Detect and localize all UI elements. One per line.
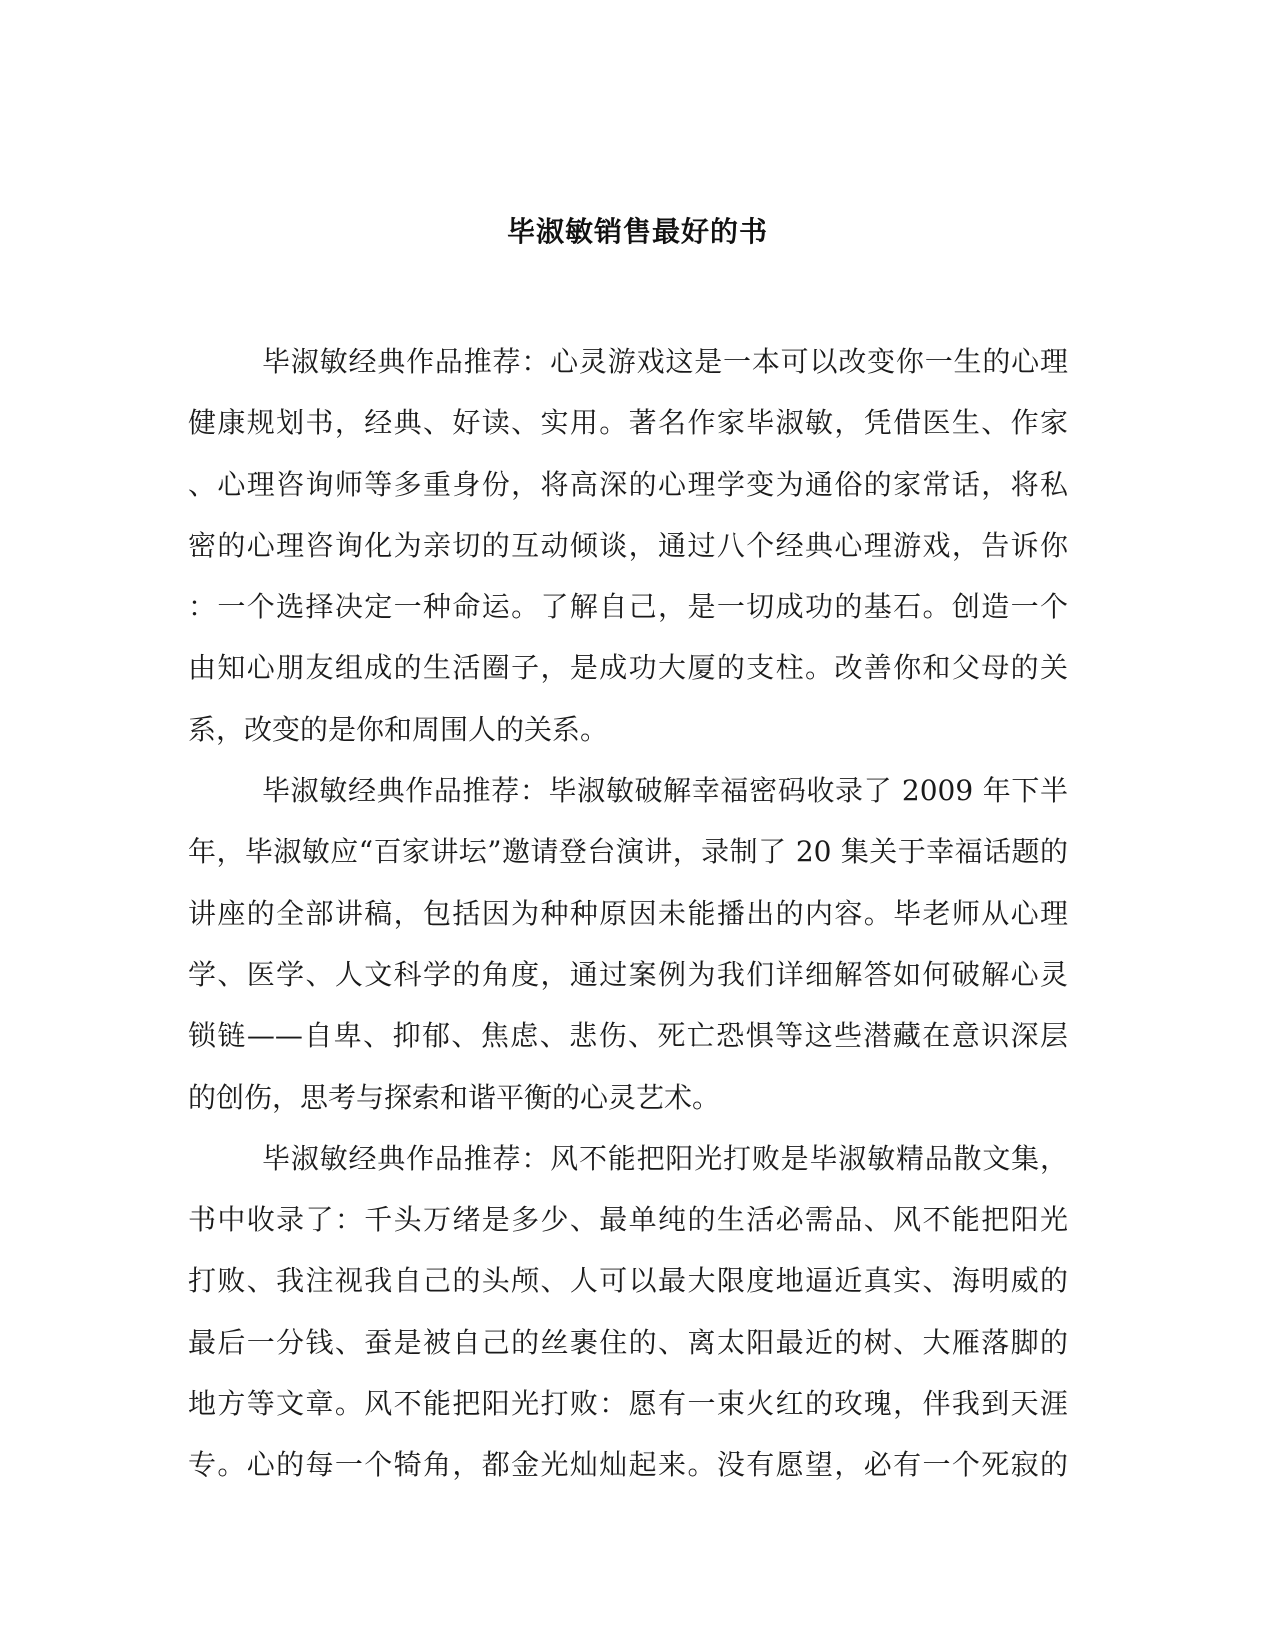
paragraph-3-line-3: 打败、我注视我自己的头颅、人可以最大限度地逼近真实、海明威的 (188, 1264, 1068, 1298)
paragraph-3-line-5: 地方等文章。风不能把阳光打败：愿有一束火红的玫瑰，伴我到天涯 (188, 1387, 1068, 1421)
document-title: 毕淑敏销售最好的书 (506, 215, 768, 248)
document-body (188, 331, 1068, 1496)
paragraph-3-line-2: 书中收录了：千头万绪是多少、最单纯的生活必需品、风不能把阳光 (188, 1203, 1068, 1237)
paragraph-1-line-2: 健康规划书，经典、好读、实用。著名作家毕淑敏，凭借医生、作家 (188, 406, 1068, 440)
paragraph-1-line-4: 密的心理咨询化为亲切的互动倾谈，通过八个经典心理游戏，告诉你 (188, 528, 1068, 562)
paragraph-2-line-3: 讲座的全部讲稿，包括因为种种原因未能播出的内容。毕老师从心理 (188, 896, 1068, 930)
paragraph-3-line-4: 最后一分钱、蚕是被自己的丝裹住的、离太阳最近的树、大雁落脚的 (188, 1325, 1068, 1359)
paragraph-1-line-7: 系，改变的是你和周围人的关系。 (188, 712, 609, 746)
paragraph-2-line-2: 年，毕淑敏应“百家讲坛”邀请登台演讲，录制了 20 集关于幸福话题的 (188, 835, 1068, 869)
paragraph-3-line-1: 毕淑敏经典作品推荐：风不能把阳光打败是毕淑敏精品散文集， (262, 1141, 1068, 1175)
paragraph-1-line-1: 毕淑敏经典作品推荐：心灵游戏这是一本可以改变你一生的心理 (262, 345, 1068, 378)
paragraph-2-line-5: 锁链——自卑、抑郁、焦虑、悲伤、死亡恐惧等这些潜藏在意识深层 (188, 1019, 1068, 1053)
paragraph-2-line-1: 毕淑敏经典作品推荐：毕淑敏破解幸福密码收录了 2009 年下半 (262, 774, 1068, 808)
paragraph-1-line-5: ：一个选择决定一种命运。了解自己，是一切成功的基石。创造一个 (188, 590, 1068, 624)
paragraph-1-line-3: 、心理咨询师等多重身份，将高深的心理学变为通俗的家常话，将私 (188, 467, 1068, 501)
paragraph-3-line-6: 专。心的每一个犄角，都金光灿灿起来。没有愿望，必有一个死寂的 (188, 1448, 1068, 1482)
paragraph-2-line-6: 的创伤，思考与探索和谐平衡的心灵艺术。 (188, 1080, 721, 1114)
paragraph-1-line-6: 由知心朋友组成的生活圈子，是成功大厦的支柱。改善你和父母的关 (188, 651, 1068, 685)
paragraph-2-line-4: 学、医学、人文科学的角度，通过案例为我们详细解答如何破解心灵 (188, 957, 1068, 991)
